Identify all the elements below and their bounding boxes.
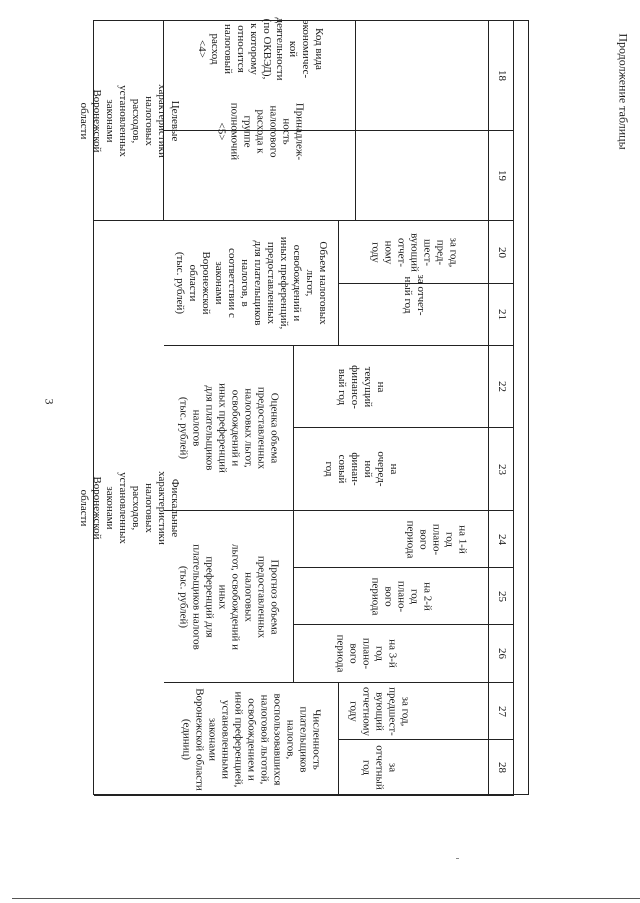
subheader-estimate-current: на текущий финансо- вый год <box>294 346 489 428</box>
colnum-24: 24 <box>489 511 514 568</box>
empty-data-row <box>514 21 530 796</box>
header-estimate: Оценка объема предоставленных налоговых льгот, освобождений и иных преференций для плательщиков налогов (тыс. рублей) <box>164 346 294 511</box>
header-forecast: Прогноз объема предоставленных налоговых льгот, освобождений и иных преференций для плательщиков налогов (тыс. рублей) <box>164 511 294 683</box>
subheader-volume-prev: за год, пред- шест- вующий отчет- ному году <box>339 221 489 284</box>
colnum-26: 26 <box>489 625 514 683</box>
header-payers: Численность плательщиков налогов, воспользовавшихся налоговой льготой, освобождением и иной преференцией, установленными законами Воронежской области (единиц) <box>164 683 339 796</box>
rotated-table <box>77 17 529 795</box>
header-okved-code: Код вида экономичес- кой деятельности (по ОКВЭД), к которому относится налоговый расход <4> <box>164 21 356 131</box>
page-number: 3 <box>42 398 57 405</box>
colnum-19: 19 <box>489 131 514 221</box>
header-fiscal-characteristics: Фискальные характеристики налоговых расходов, установленных законами Воронежской области <box>94 221 164 796</box>
subheader-payers-report: за отчетный год <box>339 740 489 796</box>
header-target-characteristics: Целевые характеристики налоговых расходов, установленных законами Воронежской области <box>94 21 164 221</box>
page-bottom-rule <box>12 898 640 899</box>
colnum-25: 25 <box>489 568 514 625</box>
subheader-forecast-3: на 3-й год плано- вого периода <box>294 625 489 683</box>
header-volume: Объем налоговых льгот, освобождений и иных преференций, предоставленных для плательщиков налогов, в соответствии с законами Воронежской области (тыс. рублей) <box>164 221 339 346</box>
subheader-estimate-next: на очеред- ной финан- совый год <box>294 428 489 511</box>
subheader-forecast-2: на 2-й год плано- вого периода <box>294 568 489 625</box>
scan-mark <box>456 858 459 859</box>
header-belonging: Принадлеж- ность налогового расхода к группе полномочий <5> <box>164 131 356 221</box>
colnum-20: 20 <box>489 221 514 284</box>
colnum-18: 18 <box>489 21 514 131</box>
colnum-21: 21 <box>489 284 514 346</box>
subheader-volume-report: за отчет- ный год <box>339 284 489 346</box>
okved-value-area <box>356 21 489 131</box>
subheader-forecast-1: на 1-й год плано- вого периода <box>294 511 489 568</box>
subheader-payers-prev: за год, предшест- вующий отчетному году <box>339 683 489 740</box>
colnum-23: 23 <box>489 428 514 511</box>
colnum-22: 22 <box>489 346 514 428</box>
continuation-label: Продолжение таблицы <box>616 33 631 150</box>
colnum-28: 28 <box>489 740 514 796</box>
colnum-27: 27 <box>489 683 514 740</box>
